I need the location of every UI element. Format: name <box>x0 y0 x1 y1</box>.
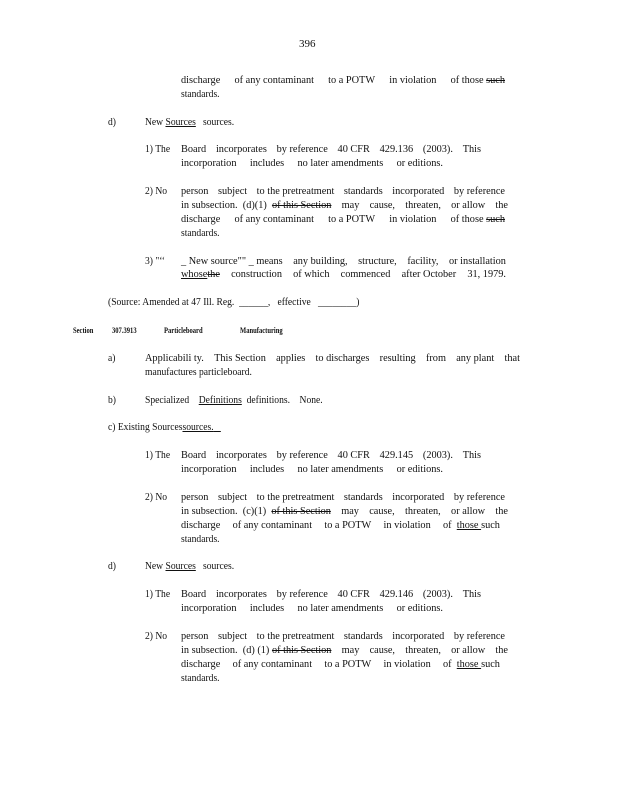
d1-label: d) <box>108 117 116 128</box>
a-label: a) <box>108 353 116 364</box>
d2-item2-line1: person subject to the pretreatment standards incorporated by reference <box>181 631 505 642</box>
d1-item1-line1: Board incorporates by reference 40 CFR 429.136 (2003). This <box>181 144 481 155</box>
section-title-1: Particleboard <box>164 326 203 335</box>
c-item2-line1: person subject to the pretreatment standards incorporated by reference <box>181 492 505 503</box>
d1-item3-num: 3) "‘‘ <box>145 256 165 267</box>
top-line-2: standards. <box>181 89 220 100</box>
d2-item2-line2: in subsection. (d) (1) of this Section may cause, threaten, or allow the <box>181 645 508 656</box>
d1-item2-line3: discharge of any contaminant to a POTW in violation of those such <box>181 214 505 225</box>
c-item1-line2: incorporation includes no later amendments or editions. <box>181 464 443 475</box>
d1-item2-num: 2) No <box>145 186 168 197</box>
c-item2-num: 2) No <box>145 492 168 503</box>
d2-item1-line1: Board incorporates by reference 40 CFR 429.146 (2003). This <box>181 589 481 600</box>
d2-item2-line4: standards. <box>181 673 220 684</box>
d2-item2-num: 2) No <box>145 631 168 642</box>
b-text: Specialized Definitions definitions. None. <box>145 395 323 406</box>
c-item1-line1: Board incorporates by reference 40 CFR 429.145 (2003). This <box>181 450 481 461</box>
c-item1-num: 1) The <box>145 450 171 461</box>
a-line1: Applicabili ty. This Section applies to discharges resulting from any plant that <box>145 353 520 364</box>
c-item2-line4: standards. <box>181 534 220 545</box>
d1-item3-line1: _ New source"" _ means any building, structure, facility, or installation <box>181 256 506 267</box>
d1-item1-line2: incorporation includes no later amendments or editions. <box>181 158 443 169</box>
d1-heading: New Sources sources. <box>145 117 235 128</box>
d1-item3-line2: whosethe construction of which commenced after October 31, 1979. <box>181 269 506 280</box>
d1-item2-line4: standards. <box>181 228 220 239</box>
a-line2: manufactures particleboard. <box>145 367 252 378</box>
section-number: 307.3913 <box>112 326 137 335</box>
d2-item2-line3: discharge of any contaminant to a POTW in violation of those such <box>181 659 500 670</box>
section-label: Section <box>73 326 94 335</box>
d2-heading: New Sources sources. <box>145 561 235 572</box>
section-title-2: Manufacturing <box>240 326 283 335</box>
d2-label: d) <box>108 561 116 572</box>
c-heading: c) Existing Sourcessources. <box>108 422 214 433</box>
d2-item1-num: 1) The <box>145 589 171 600</box>
c-item2-line2: in subsection. (c)(1) of this Section may cause, threaten, or allow the <box>181 506 508 517</box>
d1-item1-num: 1) The <box>145 144 171 155</box>
c-item2-line3: discharge of any contaminant to a POTW in violation of those such <box>181 520 500 531</box>
source-note: (Source: Amended at 47 Ill. Reg. ______, effective ________) <box>108 297 360 308</box>
b-label: b) <box>108 395 116 406</box>
page-number: 396 <box>299 38 316 50</box>
d1-item2-line1: person subject to the pretreatment standards incorporated by reference <box>181 186 505 197</box>
top-line-1: discharge of any contaminant to a POTW in violation of those such <box>181 75 505 86</box>
d2-item1-line2: incorporation includes no later amendments or editions. <box>181 603 443 614</box>
d1-item2-line2: in subsection. (d)(1) of this Section may cause, threaten, or allow the <box>181 200 508 211</box>
